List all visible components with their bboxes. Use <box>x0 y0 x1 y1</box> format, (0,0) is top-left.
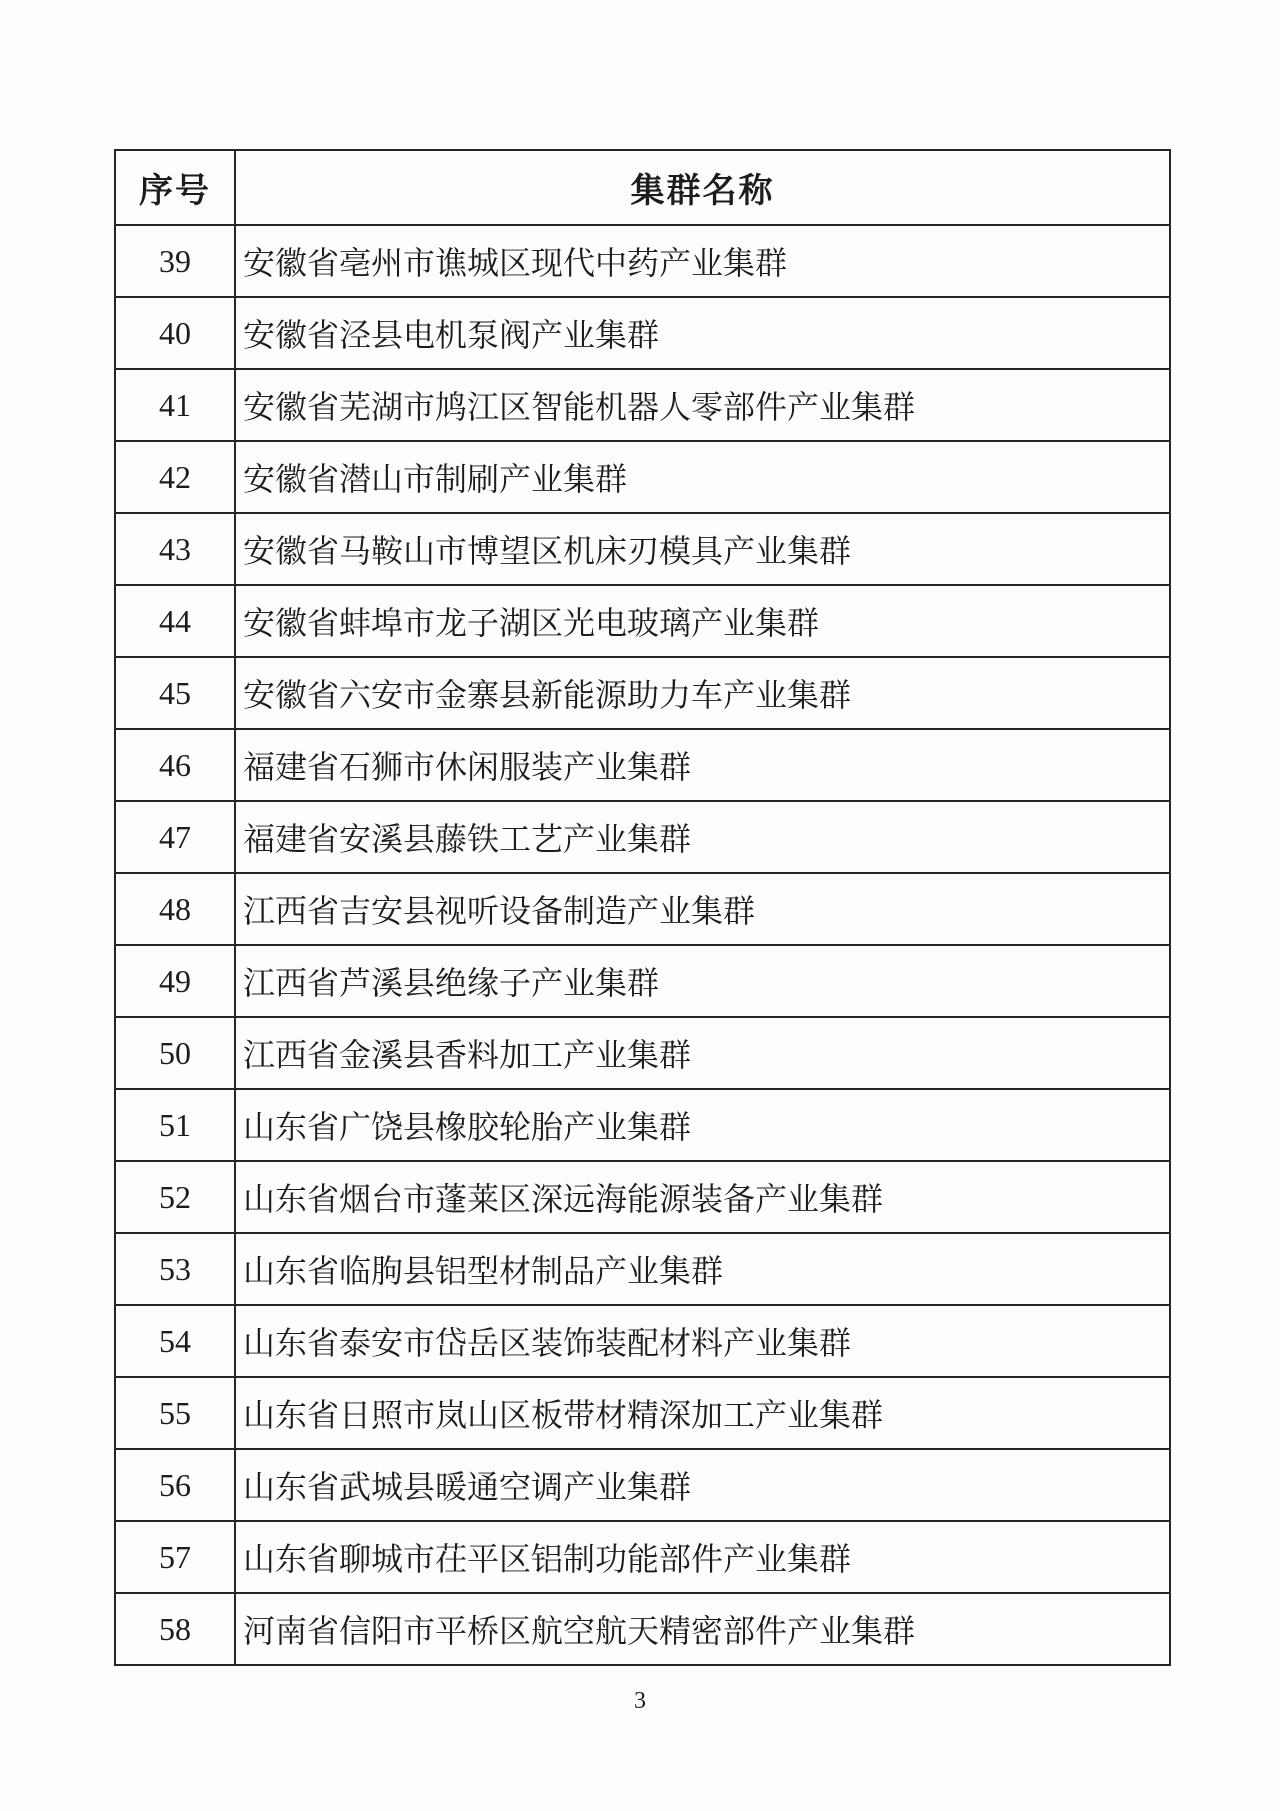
cluster-name-cell: 安徽省马鞍山市博望区机床刃模具产业集群 <box>235 513 1170 585</box>
serial-number-cell: 39 <box>115 225 235 297</box>
cluster-name-cell: 江西省吉安县视听设备制造产业集群 <box>235 873 1170 945</box>
cluster-name-cell: 山东省聊城市茌平区铝制功能部件产业集群 <box>235 1521 1170 1593</box>
serial-number-cell: 55 <box>115 1377 235 1449</box>
table-row <box>115 369 1170 441</box>
cluster-name-cell: 福建省安溪县藤铁工艺产业集群 <box>235 801 1170 873</box>
cluster-name-cell: 山东省武城县暖通空调产业集群 <box>235 1449 1170 1521</box>
cluster-name-cell: 山东省日照市岚山区板带材精深加工产业集群 <box>235 1377 1170 1449</box>
serial-number-cell: 44 <box>115 585 235 657</box>
cluster-name-cell: 安徽省蚌埠市龙子湖区光电玻璃产业集群 <box>235 585 1170 657</box>
table-row <box>115 297 1170 369</box>
serial-number-cell: 43 <box>115 513 235 585</box>
serial-number-cell: 54 <box>115 1305 235 1377</box>
serial-number-cell: 49 <box>115 945 235 1017</box>
cluster-name-cell: 安徽省潜山市制刷产业集群 <box>235 441 1170 513</box>
serial-number-cell: 53 <box>115 1233 235 1305</box>
cluster-name-cell: 山东省烟台市蓬莱区深远海能源装备产业集群 <box>235 1161 1170 1233</box>
cluster-name-cell: 山东省临朐县铝型材制品产业集群 <box>235 1233 1170 1305</box>
table-row <box>115 1233 1170 1305</box>
cluster-name-cell: 安徽省泾县电机泵阀产业集群 <box>235 297 1170 369</box>
serial-number-cell: 46 <box>115 729 235 801</box>
cluster-name-cell: 江西省芦溪县绝缘子产业集群 <box>235 945 1170 1017</box>
cluster-name-cell: 山东省广饶县橡胶轮胎产业集群 <box>235 1089 1170 1161</box>
serial-number-cell: 51 <box>115 1089 235 1161</box>
cluster-name-cell: 安徽省六安市金寨县新能源助力车产业集群 <box>235 657 1170 729</box>
table-row <box>115 873 1170 945</box>
cluster-name-cell: 安徽省芜湖市鸠江区智能机器人零部件产业集群 <box>235 369 1170 441</box>
header-serial-number: 序号 <box>115 150 235 225</box>
cluster-name-cell: 江西省金溪县香料加工产业集群 <box>235 1017 1170 1089</box>
table-row <box>115 225 1170 297</box>
serial-number-cell: 42 <box>115 441 235 513</box>
table-row <box>115 1449 1170 1521</box>
table-row <box>115 729 1170 801</box>
page-number: 3 <box>634 1688 646 1714</box>
serial-number-cell: 56 <box>115 1449 235 1521</box>
table-row <box>115 441 1170 513</box>
cluster-name-cell: 安徽省亳州市谯城区现代中药产业集群 <box>235 225 1170 297</box>
serial-number-cell: 57 <box>115 1521 235 1593</box>
table-row <box>115 1521 1170 1593</box>
serial-number-cell: 45 <box>115 657 235 729</box>
table-row <box>115 1161 1170 1233</box>
cluster-name-cell: 山东省泰安市岱岳区装饰装配材料产业集群 <box>235 1305 1170 1377</box>
serial-number-cell: 58 <box>115 1593 235 1665</box>
table-row <box>115 513 1170 585</box>
serial-number-cell: 47 <box>115 801 235 873</box>
serial-number-cell: 52 <box>115 1161 235 1233</box>
table-row <box>115 585 1170 657</box>
cluster-table <box>114 149 1171 1666</box>
cluster-name-cell: 河南省信阳市平桥区航空航天精密部件产业集群 <box>235 1593 1170 1665</box>
table-row <box>115 657 1170 729</box>
table-row <box>115 1089 1170 1161</box>
header-cluster-name: 集群名称 <box>235 150 1170 225</box>
table-row <box>115 1377 1170 1449</box>
table-row <box>115 945 1170 1017</box>
table-row <box>115 801 1170 873</box>
serial-number-cell: 50 <box>115 1017 235 1089</box>
serial-number-cell: 40 <box>115 297 235 369</box>
table-row <box>115 1305 1170 1377</box>
cluster-name-cell: 福建省石狮市休闲服装产业集群 <box>235 729 1170 801</box>
serial-number-cell: 41 <box>115 369 235 441</box>
table-row <box>115 1593 1170 1665</box>
table-row <box>115 1017 1170 1089</box>
serial-number-cell: 48 <box>115 873 235 945</box>
table-header-row <box>115 150 1170 225</box>
